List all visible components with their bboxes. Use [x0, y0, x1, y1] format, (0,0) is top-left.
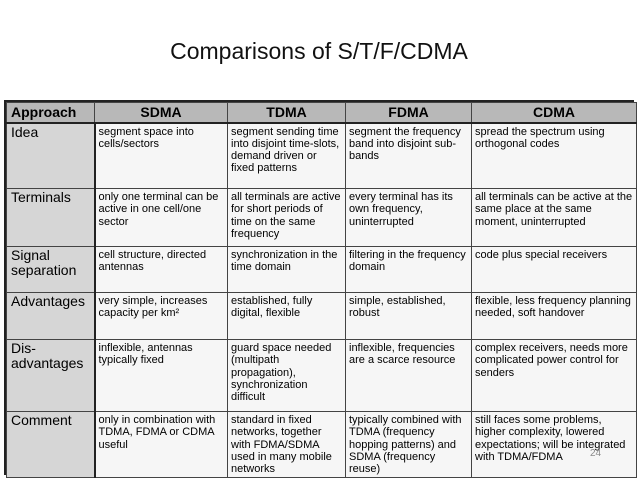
row-label-terminals: Terminals: [7, 189, 95, 247]
table-row: [7, 293, 637, 340]
header-row: [7, 103, 637, 123]
table-cell: still faces some problems, higher complexity, lowered expectations; will be integrated with TDMA/FDMA: [472, 412, 637, 478]
table-cell: typically combined with TDMA (frequency hopping patterns) and SDMA (frequency reuse): [346, 412, 472, 478]
table-cell: cell structure, directed antennas: [95, 247, 228, 293]
table-cell: all terminals can be active at the same place at the same moment, uninterrupted: [472, 189, 637, 247]
table-cell: very simple, increases capacity per km²: [95, 293, 228, 340]
table-row: [7, 412, 637, 478]
header-fdma: FDMA: [346, 103, 472, 123]
table-cell: segment the frequency band into disjoint sub-bands: [346, 123, 472, 189]
table-cell: simple, established, robust: [346, 293, 472, 340]
row-label-comment: Comment: [7, 412, 95, 478]
comparison-table: [6, 102, 637, 478]
table-cell: established, fully digital, flexible: [228, 293, 346, 340]
table-cell: filtering in the frequency domain: [346, 247, 472, 293]
table-cell: segment space into cells/sectors: [95, 123, 228, 189]
slide-title: Comparisons of S/T/F/CDMA: [170, 38, 468, 64]
table-row: [7, 340, 637, 412]
header-tdma: TDMA: [228, 103, 346, 123]
table-cell: all terminals are active for short periods of time on the same frequency: [228, 189, 346, 247]
row-label-advantages: Advantages: [7, 293, 95, 340]
table-cell: every terminal has its own frequency, uninterrupted: [346, 189, 472, 247]
table-row: [7, 189, 637, 247]
table-cell: inflexible, frequencies are a scarce resource: [346, 340, 472, 412]
table-cell: only in combination with TDMA, FDMA or CDMA useful: [95, 412, 228, 478]
table-cell: flexible, less frequency planning needed, soft handover: [472, 293, 637, 340]
header-approach: Approach: [7, 103, 95, 123]
row-label-idea: Idea: [7, 123, 95, 189]
table-cell: only one terminal can be active in one cell/one sector: [95, 189, 228, 247]
table-cell: code plus special receivers: [472, 247, 637, 293]
table-row: [7, 247, 637, 293]
row-label-signal-separation: Signal separation: [7, 247, 95, 293]
table-row: [7, 123, 637, 189]
comparison-table-container: [4, 100, 634, 475]
page-number: 24: [590, 448, 602, 459]
table-cell: segment sending time into disjoint time-slots, demand driven or fixed patterns: [228, 123, 346, 189]
table-cell: standard in fixed networks, together with FDMA/SDMA used in many mobile networks: [228, 412, 346, 478]
table-cell: guard space needed (multipath propagation), synchronization difficult: [228, 340, 346, 412]
row-label-disadvantages: Dis-advantages: [7, 340, 95, 412]
header-cdma: CDMA: [472, 103, 637, 123]
table-cell: complex receivers, needs more complicated power control for senders: [472, 340, 637, 412]
table-cell: spread the spectrum using orthogonal codes: [472, 123, 637, 189]
header-sdma: SDMA: [95, 103, 228, 123]
table-cell: inflexible, antennas typically fixed: [95, 340, 228, 412]
table-cell: synchronization in the time domain: [228, 247, 346, 293]
